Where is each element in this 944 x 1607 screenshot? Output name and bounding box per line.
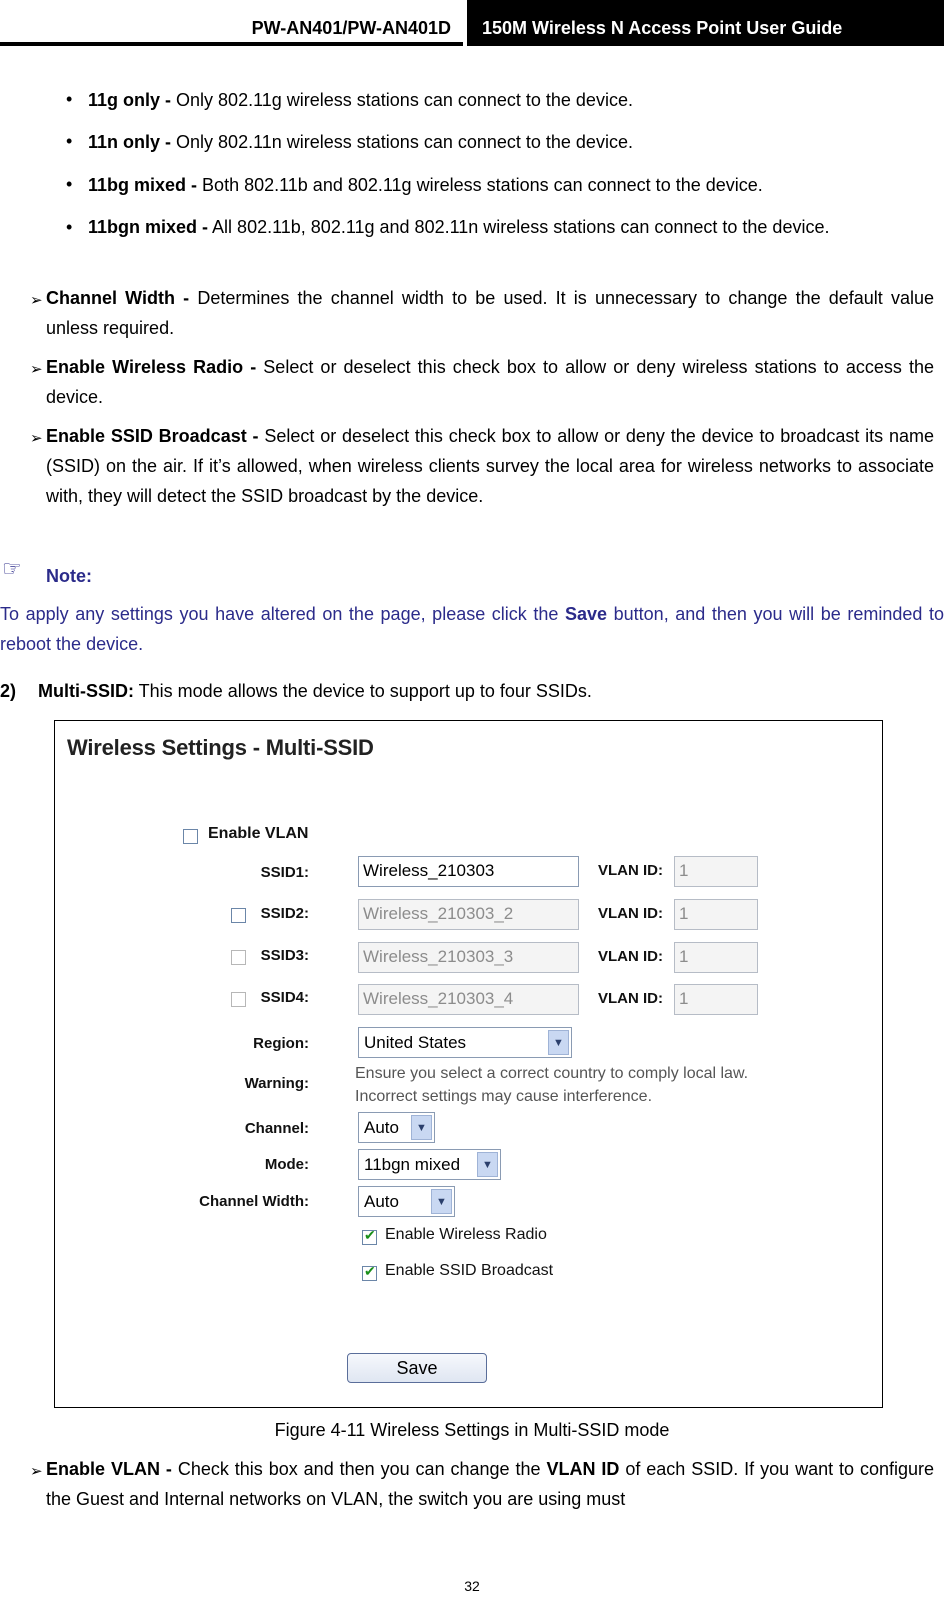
arrow-bullet-icon: ➢ xyxy=(30,1463,43,1480)
region-select[interactable] xyxy=(358,1027,572,1058)
ssid4-vlan-input[interactable]: 1 xyxy=(674,984,758,1015)
item-text: Determines the channel width to be used. It is unnecessary to change the default value unless required. xyxy=(46,288,934,338)
ssid1-label: SSID1: xyxy=(260,864,309,881)
item-text: Select or deselect this check box to allow or deny the device to broadcast its name (SSID) on the air. If it’s allowed, when wireless clients survey the local area for wireless networks to associate with, they will detect the SSID broadcast by the device. xyxy=(46,426,935,506)
section-heading: Multi-SSID: This mode allows the device to support up to four SSIDs. xyxy=(38,681,592,701)
figure-title: Wireless Settings - Multi-SSID xyxy=(67,735,374,760)
page-number: 32 xyxy=(464,1578,480,1594)
pointing-hand-icon: ☞ xyxy=(2,556,22,581)
bullet-item xyxy=(88,169,918,201)
bullet-term: 11n only - xyxy=(88,132,172,152)
ssid4-input[interactable]: Wireless_210303_4 xyxy=(358,984,579,1015)
screenshot-figure xyxy=(54,720,883,1408)
item-text: Select or deselect this check box to allow or deny wireless stations to access the device. xyxy=(46,357,934,407)
header-guide-title: 150M Wireless N Access Point User Guide xyxy=(482,18,843,38)
note-text: To apply any settings you have altered on the page, please click the Save button, and then you will be reminded to reboot the device. xyxy=(0,604,944,654)
bullet-dot: • xyxy=(66,174,73,194)
enable-ssid-broadcast-label: Enable SSID Broadcast xyxy=(385,1262,554,1279)
header-right xyxy=(467,0,944,46)
vlan-id-label: VLAN ID: xyxy=(598,990,663,1007)
bullet-dot: • xyxy=(66,131,73,151)
ssid2-input[interactable]: Wireless_210303_2 xyxy=(358,899,579,930)
item-term: Enable Wireless Radio - xyxy=(46,357,257,377)
bullet-text: All 802.11b, 802.11g and 802.11n wireless stations can connect to the device. xyxy=(208,217,830,237)
note-label: Note: xyxy=(46,566,92,586)
arrow-item xyxy=(46,352,934,412)
region-value: United States xyxy=(364,1033,467,1052)
enable-wireless-radio-checkbox[interactable] xyxy=(362,1230,377,1245)
vlan-id-label: VLAN ID: xyxy=(598,948,663,965)
item-term: Channel Width - xyxy=(46,288,190,308)
mode-select[interactable] xyxy=(358,1149,501,1180)
bullet-term: 11bgn mixed - xyxy=(88,217,209,237)
region-label: Region: xyxy=(253,1035,309,1052)
chevron-down-icon[interactable]: ▼ xyxy=(411,1115,432,1140)
ssid4-label: SSID4: xyxy=(260,989,309,1006)
bullet-item xyxy=(88,126,918,158)
ssid3-input[interactable]: Wireless_210303_3 xyxy=(358,942,579,973)
chevron-down-icon[interactable]: ▼ xyxy=(431,1189,452,1214)
ssid1-input[interactable]: Wireless_210303 xyxy=(358,856,579,887)
item-term: Enable SSID Broadcast - xyxy=(46,426,259,446)
channel-label: Channel: xyxy=(244,1120,309,1137)
ssid2-vlan-input[interactable]: 1 xyxy=(674,899,758,930)
warning-line-1: Ensure you select a correct country to comply local law. xyxy=(355,1065,749,1082)
note-save: Save xyxy=(565,604,608,624)
warning-line-2: Incorrect settings may cause interference. xyxy=(355,1088,653,1105)
arrow-item xyxy=(46,283,934,343)
bullet-term: 11g only - xyxy=(88,90,172,110)
channel-value: Auto xyxy=(364,1118,399,1137)
bullet-text: Only 802.11g wireless stations can connect to the device. xyxy=(171,90,633,110)
mode-label: Mode: xyxy=(264,1156,309,1173)
enable-wireless-radio-label: Enable Wireless Radio xyxy=(385,1226,547,1243)
enable-vlan-checkbox[interactable] xyxy=(183,829,198,844)
channel-width-label: Channel Width: xyxy=(199,1193,309,1210)
arrow-bullet-icon: ➢ xyxy=(30,430,43,447)
mode-value: 11bgn mixed xyxy=(364,1155,461,1174)
section-number: 2) xyxy=(0,681,17,701)
channel-width-value: Auto xyxy=(364,1192,399,1211)
header-model: PW-AN401/PW-AN401D xyxy=(251,18,451,38)
warning-label: Warning: xyxy=(244,1075,309,1092)
chevron-down-icon[interactable]: ▼ xyxy=(477,1152,498,1177)
ssid3-vlan-input[interactable]: 1 xyxy=(674,942,758,973)
ssid3-label: SSID3: xyxy=(260,947,309,964)
header-left xyxy=(0,0,463,46)
enable-ssid-broadcast-checkbox[interactable] xyxy=(362,1266,377,1281)
bullet-dot: • xyxy=(66,217,73,237)
ssid1-vlan-input[interactable]: 1 xyxy=(674,856,758,887)
bullet-dot: • xyxy=(66,89,73,109)
channel-width-select[interactable] xyxy=(358,1186,455,1217)
bullet-term: 11bg mixed - xyxy=(88,175,198,195)
arrow-bullet-icon: ➢ xyxy=(30,292,43,309)
ssid2-label: SSID2: xyxy=(260,905,309,922)
warning-text xyxy=(355,1062,748,1108)
enable-vlan-label: Enable VLAN xyxy=(208,825,309,842)
channel-select[interactable] xyxy=(358,1112,435,1143)
figure-caption: Figure 4-11 Wireless Settings in Multi-SSID mode xyxy=(274,1420,670,1440)
bullet-text: Only 802.11n wireless stations can connect to the device. xyxy=(171,132,633,152)
arrow-bullet-icon: ➢ xyxy=(30,361,43,378)
save-button[interactable]: Save xyxy=(347,1353,487,1383)
vlan-id-label: VLAN ID: xyxy=(598,905,663,922)
arrow-item: Enable VLAN - Check this box and then you can change the VLAN ID of each SSID. If you want to configure the Guest and Internal networks on VLAN, the switch you are using must xyxy=(46,1459,935,1509)
chevron-down-icon[interactable]: ▼ xyxy=(548,1030,569,1055)
bullet-text: Both 802.11b and 802.11g wireless stations can connect to the device. xyxy=(197,175,763,195)
arrow-item xyxy=(46,421,934,511)
vlan-id-label: VLAN ID: xyxy=(598,862,663,879)
bullet-item xyxy=(88,212,934,242)
bullet-item xyxy=(88,84,918,116)
